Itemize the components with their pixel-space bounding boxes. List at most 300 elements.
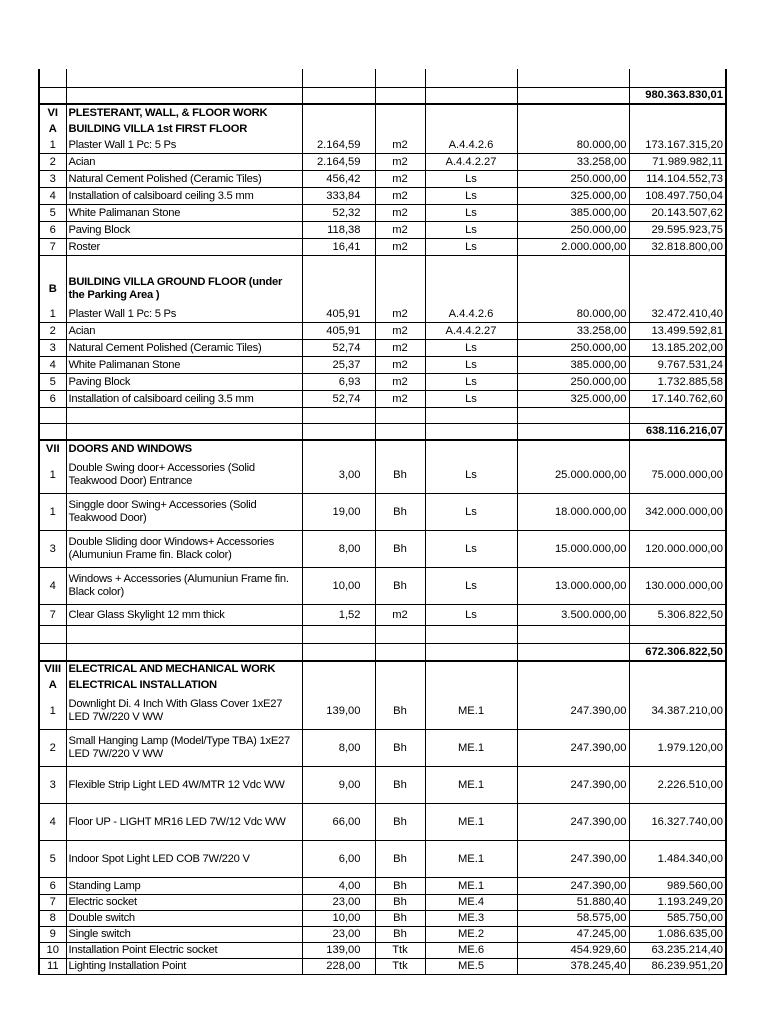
- bill-of-quantities-table: [38, 69, 727, 975]
- item-analysis-code: ME.2: [425, 927, 517, 943]
- item-description: Natural Cement Polished (Ceramic Tiles): [66, 340, 302, 357]
- table-row: [39, 137, 726, 154]
- item-quantity: 52,74: [302, 391, 375, 408]
- item-unit-price: 47.245,00: [517, 927, 629, 943]
- table-row: [39, 878, 726, 895]
- item-total-price: 1.484.340,00: [629, 841, 726, 878]
- item-description: ELECTRICAL AND MECHANICAL WORK: [66, 661, 302, 677]
- item-description: Windows + Accessories (Alumuniun Frame fin. Black color): [66, 568, 302, 605]
- item-total-price: 108.497.750,04: [629, 188, 726, 205]
- item-total-price: 173.167.315,20: [629, 137, 726, 154]
- section-heading-row: [39, 440, 726, 457]
- item-unit-price: [517, 440, 629, 457]
- item-analysis-code: Ls: [425, 531, 517, 568]
- item-quantity: 405,91: [302, 306, 375, 323]
- item-total-price: 9.767.531,24: [629, 357, 726, 374]
- item-description: White Palimanan Stone: [66, 205, 302, 222]
- item-unit: Bh: [375, 531, 425, 568]
- item-unit-price: [517, 661, 629, 677]
- table-row: [39, 927, 726, 943]
- item-number: A: [39, 677, 66, 693]
- item-description: [66, 626, 302, 644]
- item-unit-price: 80.000,00: [517, 306, 629, 323]
- item-quantity: 10,00: [302, 568, 375, 605]
- item-quantity: 6,93: [302, 374, 375, 391]
- item-unit: [375, 69, 425, 88]
- item-analysis-code: ME.4: [425, 895, 517, 911]
- item-total-price: 32.818.800,00: [629, 239, 726, 256]
- item-unit: m2: [375, 340, 425, 357]
- item-analysis-code: [425, 661, 517, 677]
- item-analysis-code: Ls: [425, 391, 517, 408]
- item-number: 2: [39, 730, 66, 767]
- item-unit: m2: [375, 239, 425, 256]
- item-analysis-code: [425, 104, 517, 121]
- item-description: [66, 408, 302, 424]
- item-number: VI: [39, 104, 66, 121]
- item-analysis-code: [425, 69, 517, 88]
- item-quantity: [302, 677, 375, 693]
- item-description: Floor UP - LIGHT MR16 LED 7W/12 Vdc WW: [66, 804, 302, 841]
- table-body: [39, 69, 726, 975]
- item-description: Natural Cement Polished (Ceramic Tiles): [66, 171, 302, 188]
- item-unit: Ttk: [375, 943, 425, 959]
- item-number: VII: [39, 440, 66, 457]
- table-row: [39, 767, 726, 804]
- table-row: [39, 222, 726, 239]
- table-row: [39, 188, 726, 205]
- item-total-price: 34.387.210,00: [629, 693, 726, 730]
- item-unit: [375, 104, 425, 121]
- item-unit: Bh: [375, 693, 425, 730]
- item-number: 7: [39, 895, 66, 911]
- item-unit-price: 80.000,00: [517, 137, 629, 154]
- item-quantity: 405,91: [302, 323, 375, 340]
- item-unit-price: 18.000.000,00: [517, 494, 629, 531]
- item-description: Installation Point Electric socket: [66, 943, 302, 959]
- item-unit-price: [517, 644, 629, 662]
- item-description: Acian: [66, 323, 302, 340]
- section-heading-row: [39, 677, 726, 693]
- item-total-price: 1.086.635,00: [629, 927, 726, 943]
- blank-row: [39, 626, 726, 644]
- item-total-price: 32.472.410,40: [629, 306, 726, 323]
- item-total-price: 71.989.982,11: [629, 154, 726, 171]
- item-number: 9: [39, 927, 66, 943]
- blank-row: [39, 69, 726, 88]
- item-total-price: 114.104.552,73: [629, 171, 726, 188]
- item-quantity: 1,52: [302, 605, 375, 626]
- table-row: [39, 323, 726, 340]
- cost-estimate-sheet: [38, 69, 725, 975]
- item-quantity: 66,00: [302, 804, 375, 841]
- item-analysis-code: Ls: [425, 494, 517, 531]
- item-total-price: 989.560,00: [629, 878, 726, 895]
- table-row: [39, 911, 726, 927]
- item-quantity: 23,00: [302, 927, 375, 943]
- item-quantity: 52,32: [302, 205, 375, 222]
- item-total-price: 1.732.885,58: [629, 374, 726, 391]
- item-quantity: 16,41: [302, 239, 375, 256]
- item-quantity: 139,00: [302, 693, 375, 730]
- item-quantity: [302, 104, 375, 121]
- item-unit: [375, 121, 425, 137]
- item-total-price: 638.116.216,07: [629, 424, 726, 441]
- blank-row: [39, 256, 726, 273]
- item-quantity: 9,00: [302, 767, 375, 804]
- item-number: 1: [39, 457, 66, 494]
- item-description: PLESTERANT, WALL, & FLOOR WORK: [66, 104, 302, 121]
- item-description: Acian: [66, 154, 302, 171]
- item-total-price: [629, 408, 726, 424]
- item-total-price: 75.000.000,00: [629, 457, 726, 494]
- item-unit: m2: [375, 137, 425, 154]
- item-unit-price: 2.000.000,00: [517, 239, 629, 256]
- item-quantity: [302, 644, 375, 662]
- item-number: [39, 626, 66, 644]
- item-quantity: [302, 661, 375, 677]
- item-number: 6: [39, 222, 66, 239]
- item-unit-price: 325.000,00: [517, 391, 629, 408]
- section-heading-row: [39, 121, 726, 137]
- item-unit: [375, 661, 425, 677]
- item-number: 1: [39, 494, 66, 531]
- item-number: 3: [39, 531, 66, 568]
- item-analysis-code: Ls: [425, 605, 517, 626]
- item-unit-price: 33.258,00: [517, 154, 629, 171]
- item-total-price: 120.000.000,00: [629, 531, 726, 568]
- item-number: 3: [39, 171, 66, 188]
- item-analysis-code: [425, 88, 517, 105]
- item-unit-price: [517, 256, 629, 273]
- item-unit-price: [517, 677, 629, 693]
- item-analysis-code: ME.1: [425, 804, 517, 841]
- item-unit-price: 250.000,00: [517, 171, 629, 188]
- item-total-price: 5.306.822,50: [629, 605, 726, 626]
- item-quantity: 8,00: [302, 730, 375, 767]
- item-unit: m2: [375, 605, 425, 626]
- table-row: [39, 239, 726, 256]
- item-quantity: 23,00: [302, 895, 375, 911]
- item-number: 10: [39, 943, 66, 959]
- subtotal-row: [39, 644, 726, 662]
- item-description: Roster: [66, 239, 302, 256]
- item-analysis-code: ME.1: [425, 767, 517, 804]
- item-analysis-code: [425, 408, 517, 424]
- item-description: DOORS AND WINDOWS: [66, 440, 302, 457]
- item-unit-price: 454.929,60: [517, 943, 629, 959]
- item-quantity: 10,00: [302, 911, 375, 927]
- table-row: [39, 374, 726, 391]
- item-unit-price: 33.258,00: [517, 323, 629, 340]
- table-row: [39, 804, 726, 841]
- item-number: [39, 644, 66, 662]
- item-quantity: [302, 440, 375, 457]
- item-total-price: 16.327.740,00: [629, 804, 726, 841]
- item-unit: Bh: [375, 457, 425, 494]
- item-unit: [375, 626, 425, 644]
- item-description: Flexible Strip Light LED 4W/MTR 12 Vdc WW: [66, 767, 302, 804]
- item-analysis-code: ME.6: [425, 943, 517, 959]
- item-unit-price: 247.390,00: [517, 841, 629, 878]
- item-unit: Bh: [375, 730, 425, 767]
- item-analysis-code: Ls: [425, 374, 517, 391]
- item-analysis-code: Ls: [425, 188, 517, 205]
- item-number: [39, 256, 66, 273]
- item-total-price: 130.000.000,00: [629, 568, 726, 605]
- item-unit: [375, 272, 425, 306]
- table-row: [39, 895, 726, 911]
- item-unit-price: [517, 121, 629, 137]
- item-quantity: 4,00: [302, 878, 375, 895]
- item-analysis-code: [425, 626, 517, 644]
- item-total-price: [629, 626, 726, 644]
- item-total-price: [629, 69, 726, 88]
- subtotal-row: [39, 88, 726, 105]
- item-total-price: 672.306.822,50: [629, 644, 726, 662]
- item-quantity: 2.164,59: [302, 137, 375, 154]
- item-analysis-code: [425, 424, 517, 441]
- item-quantity: 139,00: [302, 943, 375, 959]
- item-unit-price: 3.500.000,00: [517, 605, 629, 626]
- item-analysis-code: Ls: [425, 568, 517, 605]
- item-unit-price: 250.000,00: [517, 340, 629, 357]
- item-description: BUILDING VILLA 1st FIRST FLOOR: [66, 121, 302, 137]
- table-row: [39, 205, 726, 222]
- item-unit-price: 247.390,00: [517, 878, 629, 895]
- item-description: White Palimanan Stone: [66, 357, 302, 374]
- item-description: Double switch: [66, 911, 302, 927]
- item-unit: Bh: [375, 494, 425, 531]
- item-quantity: [302, 69, 375, 88]
- item-quantity: 228,00: [302, 959, 375, 975]
- item-analysis-code: A.4.4.2.27: [425, 154, 517, 171]
- item-description: Paving Block: [66, 374, 302, 391]
- item-unit-price: 58.575,00: [517, 911, 629, 927]
- item-unit: Bh: [375, 911, 425, 927]
- item-unit: [375, 424, 425, 441]
- item-analysis-code: Ls: [425, 357, 517, 374]
- item-unit-price: 247.390,00: [517, 730, 629, 767]
- table-row: [39, 494, 726, 531]
- item-number: [39, 69, 66, 88]
- item-unit-price: [517, 424, 629, 441]
- item-total-price: 1.193.249,20: [629, 895, 726, 911]
- item-unit-price: 51.880,40: [517, 895, 629, 911]
- item-total-price: 63.235.214,40: [629, 943, 726, 959]
- item-total-price: 29.595.923,75: [629, 222, 726, 239]
- item-description: [66, 69, 302, 88]
- item-quantity: 8,00: [302, 531, 375, 568]
- table-row: [39, 357, 726, 374]
- item-quantity: 6,00: [302, 841, 375, 878]
- table-row: [39, 154, 726, 171]
- item-unit-price: 325.000,00: [517, 188, 629, 205]
- item-number: A: [39, 121, 66, 137]
- item-unit-price: [517, 626, 629, 644]
- item-total-price: [629, 661, 726, 677]
- table-row: [39, 391, 726, 408]
- item-analysis-code: [425, 256, 517, 273]
- table-row: [39, 306, 726, 323]
- item-unit-price: 25.000.000,00: [517, 457, 629, 494]
- item-description: Lighting Installation Point: [66, 959, 302, 975]
- item-number: [39, 408, 66, 424]
- item-number: 6: [39, 878, 66, 895]
- item-unit: m2: [375, 171, 425, 188]
- table-row: [39, 568, 726, 605]
- item-unit: Ttk: [375, 959, 425, 975]
- item-analysis-code: A.4.4.2.6: [425, 306, 517, 323]
- item-description: Downlight Di. 4 Inch With Glass Cover 1xE27 LED 7W/220 V WW: [66, 693, 302, 730]
- item-analysis-code: A.4.4.2.27: [425, 323, 517, 340]
- item-unit-price: 385.000,00: [517, 205, 629, 222]
- item-quantity: 456,42: [302, 171, 375, 188]
- item-quantity: [302, 121, 375, 137]
- item-total-price: [629, 677, 726, 693]
- table-row: [39, 693, 726, 730]
- item-number: 4: [39, 357, 66, 374]
- item-analysis-code: ME.1: [425, 730, 517, 767]
- item-description: Standing Lamp: [66, 878, 302, 895]
- item-analysis-code: ME.1: [425, 841, 517, 878]
- item-description: Electric socket: [66, 895, 302, 911]
- item-number: 5: [39, 205, 66, 222]
- item-quantity: [302, 88, 375, 105]
- item-unit-price: [517, 408, 629, 424]
- item-number: 6: [39, 391, 66, 408]
- item-total-price: [629, 121, 726, 137]
- item-unit: Bh: [375, 895, 425, 911]
- item-unit: [375, 88, 425, 105]
- item-total-price: 585.750,00: [629, 911, 726, 927]
- item-unit: m2: [375, 306, 425, 323]
- item-unit: Bh: [375, 804, 425, 841]
- item-description: Double Sliding door Windows+ Accessories (Alumuniun Frame fin. Black color): [66, 531, 302, 568]
- item-unit: m2: [375, 357, 425, 374]
- item-unit: [375, 440, 425, 457]
- item-unit-price: [517, 104, 629, 121]
- item-number: 11: [39, 959, 66, 975]
- item-unit: m2: [375, 391, 425, 408]
- item-description: Small Hanging Lamp (Model/Type TBA) 1xE27 LED 7W/220 V WW: [66, 730, 302, 767]
- item-unit-price: 250.000,00: [517, 222, 629, 239]
- item-number: 1: [39, 693, 66, 730]
- item-total-price: 2.226.510,00: [629, 767, 726, 804]
- item-description: Installation of calsiboard ceiling 3.5 mm: [66, 188, 302, 205]
- item-number: [39, 424, 66, 441]
- item-number: 4: [39, 188, 66, 205]
- item-description: Indoor Spot Light LED COB 7W/220 V: [66, 841, 302, 878]
- section-heading-row: [39, 661, 726, 677]
- item-unit-price: 247.390,00: [517, 804, 629, 841]
- item-unit-price: [517, 272, 629, 306]
- item-quantity: [302, 424, 375, 441]
- item-unit: m2: [375, 323, 425, 340]
- item-quantity: [302, 626, 375, 644]
- item-unit-price: 385.000,00: [517, 357, 629, 374]
- item-description: Plaster Wall 1 Pc: 5 Ps: [66, 306, 302, 323]
- item-number: 5: [39, 841, 66, 878]
- item-analysis-code: A.4.4.2.6: [425, 137, 517, 154]
- item-total-price: 86.239.951,20: [629, 959, 726, 975]
- item-unit-price: 247.390,00: [517, 767, 629, 804]
- table-row: [39, 841, 726, 878]
- item-quantity: [302, 408, 375, 424]
- item-total-price: 20.143.507,62: [629, 205, 726, 222]
- item-quantity: [302, 272, 375, 306]
- item-unit: m2: [375, 374, 425, 391]
- item-unit: [375, 256, 425, 273]
- item-number: 1: [39, 306, 66, 323]
- item-analysis-code: [425, 272, 517, 306]
- item-analysis-code: Ls: [425, 222, 517, 239]
- item-description: [66, 256, 302, 273]
- item-number: 2: [39, 154, 66, 171]
- item-unit: m2: [375, 188, 425, 205]
- item-quantity: [302, 256, 375, 273]
- item-description: Installation of calsiboard ceiling 3.5 mm: [66, 391, 302, 408]
- section-heading-row: [39, 272, 726, 306]
- item-number: 7: [39, 239, 66, 256]
- item-total-price: 980.363.830,01: [629, 88, 726, 105]
- item-number: B: [39, 272, 66, 306]
- item-number: [39, 88, 66, 105]
- item-analysis-code: Ls: [425, 340, 517, 357]
- item-number: 8: [39, 911, 66, 927]
- table-row: [39, 171, 726, 188]
- item-unit-price: [517, 69, 629, 88]
- item-unit: Bh: [375, 927, 425, 943]
- item-total-price: 13.185.202,00: [629, 340, 726, 357]
- item-quantity: 118,38: [302, 222, 375, 239]
- item-unit: m2: [375, 222, 425, 239]
- item-quantity: 3,00: [302, 457, 375, 494]
- item-total-price: [629, 272, 726, 306]
- item-description: BUILDING VILLA GROUND FLOOR (under the Parking Area ): [66, 272, 302, 306]
- item-unit-price: 15.000.000,00: [517, 531, 629, 568]
- item-analysis-code: Ls: [425, 457, 517, 494]
- item-description: Singgle door Swing+ Accessories (Solid Teakwood Door): [66, 494, 302, 531]
- item-description: Paving Block: [66, 222, 302, 239]
- item-description: [66, 644, 302, 662]
- section-heading-row: [39, 104, 726, 121]
- table-row: [39, 959, 726, 975]
- item-analysis-code: Ls: [425, 239, 517, 256]
- item-total-price: 17.140.762,60: [629, 391, 726, 408]
- item-analysis-code: [425, 644, 517, 662]
- item-analysis-code: ME.5: [425, 959, 517, 975]
- table-row: [39, 943, 726, 959]
- item-unit: [375, 677, 425, 693]
- item-total-price: 342.000.000,00: [629, 494, 726, 531]
- item-description: Clear Glass Skylight 12 mm thick: [66, 605, 302, 626]
- item-description: ELECTRICAL INSTALLATION: [66, 677, 302, 693]
- item-analysis-code: ME.3: [425, 911, 517, 927]
- item-unit: [375, 408, 425, 424]
- item-description: [66, 424, 302, 441]
- table-row: [39, 605, 726, 626]
- item-analysis-code: ME.1: [425, 878, 517, 895]
- table-row: [39, 531, 726, 568]
- item-number: 7: [39, 605, 66, 626]
- item-total-price: [629, 256, 726, 273]
- item-number: 1: [39, 137, 66, 154]
- item-description: Plaster Wall 1 Pc: 5 Ps: [66, 137, 302, 154]
- item-total-price: [629, 440, 726, 457]
- item-number: 3: [39, 340, 66, 357]
- item-description: Double Swing door+ Accessories (Solid Teakwood Door) Entrance: [66, 457, 302, 494]
